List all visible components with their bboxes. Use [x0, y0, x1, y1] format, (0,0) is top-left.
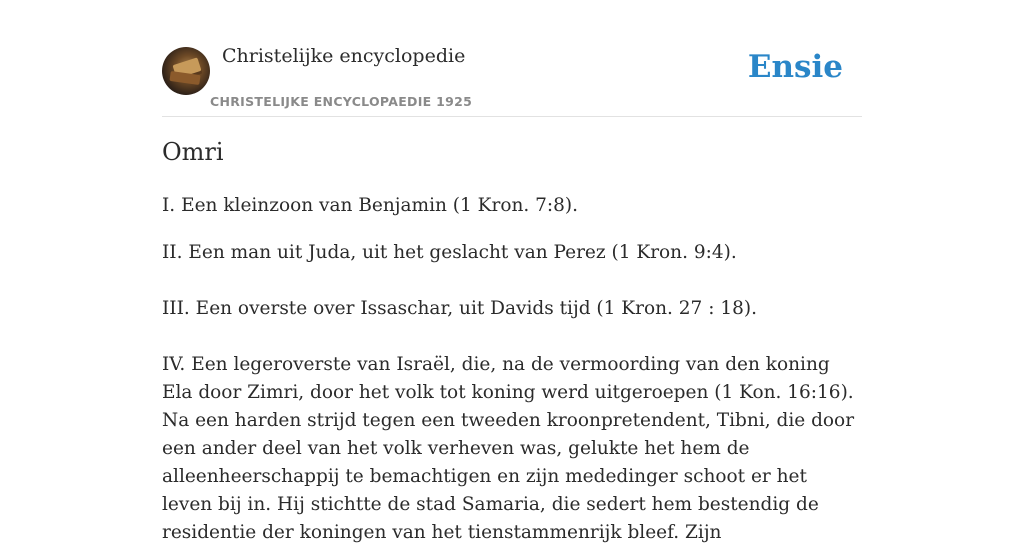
site-header	[162, 0, 862, 117]
book-image	[169, 71, 200, 85]
site-avatar[interactable]	[162, 47, 210, 95]
site-title[interactable]: Christelijke encyclopedie	[222, 45, 466, 67]
article-paragraph: III. Een overste over Issaschar, uit Davids tijd (1 Kron. 27 : 18).	[162, 298, 757, 319]
article-paragraph: IV. Een legeroverste van Israël, die, na de vermoording van den koning Ela door Zimri, door het volk tot koning werd uitgeroepen (1 Kon. 16:16). Na een harden strijd tegen een tweeden kroonpretendent, Tibni, die door een ander deel van het volk verheven was, gelukte het hem de alleenheerschappij te bemachtigen en zijn mededinger schoot er het leven bij in. Hij stichtte de stad Samaria, die sedert hem bestendig de residentie der koningen van het tienstammenrijk bleef. Zijn	[162, 354, 855, 543]
ensie-logo[interactable]: Ensie	[747, 49, 843, 85]
article-paragraph: II. Een man uit Juda, uit het geslacht van Perez (1 Kron. 9:4).	[162, 242, 737, 263]
article-title: Omri	[162, 138, 224, 166]
page	[162, 0, 862, 543]
site-subtitle: CHRISTELIJKE ENCYCLOPAEDIE 1925	[210, 94, 473, 109]
article-paragraph: I. Een kleinzoon van Benjamin (1 Kron. 7:8).	[162, 195, 579, 216]
